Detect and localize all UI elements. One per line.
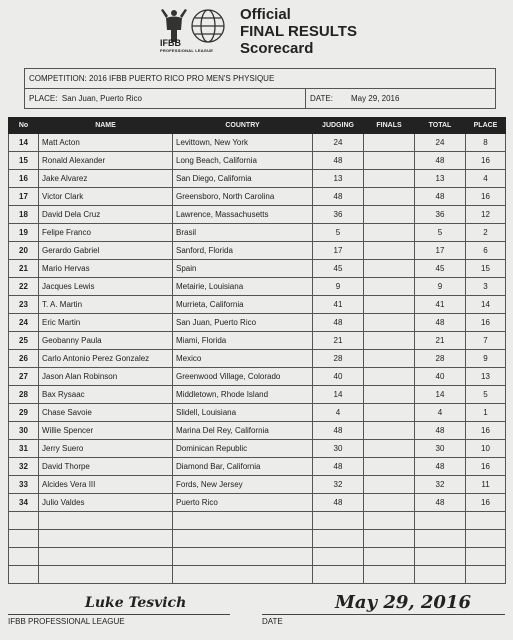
cell-country: Brasil: [173, 224, 313, 242]
cell-judging: 14: [313, 386, 364, 404]
cell-judging: 48: [313, 458, 364, 476]
cell-country: Dominican Republic: [173, 440, 313, 458]
page-title: [240, 6, 357, 57]
table-row: [9, 476, 506, 494]
cell-name: Jacques Lewis: [39, 278, 173, 296]
cell-name: Willie Spencer: [39, 422, 173, 440]
cell-finals: [364, 134, 415, 152]
cell-name: Alcides Vera III: [39, 476, 173, 494]
cell-no: 26: [9, 350, 39, 368]
competition-row: [25, 69, 495, 88]
cell-judging: 9: [313, 278, 364, 296]
cell-country: Marina Del Rey, California: [173, 422, 313, 440]
cell-country: San Juan, Puerto Rico: [173, 314, 313, 332]
cell-no: 30: [9, 422, 39, 440]
cell-no: 29: [9, 404, 39, 422]
cell-name: Chase Savoie: [39, 404, 173, 422]
cell-finals: [364, 350, 415, 368]
cell-judging: 41: [313, 296, 364, 314]
cell-no: 23: [9, 296, 39, 314]
table-row: [9, 422, 506, 440]
cell-total: 17: [415, 242, 466, 260]
cell-country: Puerto Rico: [173, 494, 313, 512]
cell-total: [415, 512, 466, 530]
cell-no: 15: [9, 152, 39, 170]
date-value: May 29, 2016: [350, 94, 400, 103]
cell-name: Matt Acton: [39, 134, 173, 152]
cell-country: Murrieta, California: [173, 296, 313, 314]
cell-country: Levittown, New York: [173, 134, 313, 152]
col-header-total: TOTAL: [415, 118, 466, 134]
cell-finals: [364, 458, 415, 476]
cell-name: Carlo Antonio Perez Gonzalez: [39, 350, 173, 368]
cell-finals: [364, 386, 415, 404]
logo-wordmark: [160, 38, 213, 53]
cell-finals: [364, 422, 415, 440]
cell-total: [415, 566, 466, 584]
place-cell: [29, 94, 305, 103]
cell-place: 6: [466, 242, 506, 260]
cell-total: 24: [415, 134, 466, 152]
cell-no: 25: [9, 332, 39, 350]
table-row: [9, 350, 506, 368]
cell-judging: 36: [313, 206, 364, 224]
title-line-3: Scorecard: [240, 40, 314, 57]
cell-place: 12: [466, 206, 506, 224]
cell-place: [466, 566, 506, 584]
table-row: [9, 296, 506, 314]
cell-no: 27: [9, 368, 39, 386]
title-line-1: Official: [240, 6, 291, 23]
cell-total: 21: [415, 332, 466, 350]
cell-finals: [364, 260, 415, 278]
cell-name: David Thorpe: [39, 458, 173, 476]
cell-total: 48: [415, 458, 466, 476]
cell-total: 41: [415, 296, 466, 314]
cell-place: 16: [466, 494, 506, 512]
cell-no: 34: [9, 494, 39, 512]
cell-place: 16: [466, 188, 506, 206]
cell-country: Metairie, Louisiana: [173, 278, 313, 296]
table-row: [9, 512, 506, 530]
cell-country: Middletown, Rhode Island: [173, 386, 313, 404]
cell-no: [9, 548, 39, 566]
table-row: [9, 368, 506, 386]
table-row: [9, 242, 506, 260]
cell-place: 15: [466, 260, 506, 278]
cell-country: Miami, Florida: [173, 332, 313, 350]
cell-country: Sanford, Florida: [173, 242, 313, 260]
cell-no: 16: [9, 170, 39, 188]
competition-value: 2016 IFBB PUERTO RICO PRO MEN'S PHYSIQUE: [89, 74, 275, 83]
cell-finals: [364, 548, 415, 566]
table-row: [9, 404, 506, 422]
place-date-row: [25, 88, 495, 108]
league-label: IFBB PROFESSIONAL LEAGUE: [8, 617, 125, 626]
cell-country: Slidell, Louisiana: [173, 404, 313, 422]
cell-total: 48: [415, 314, 466, 332]
cell-finals: [364, 566, 415, 584]
cell-no: [9, 530, 39, 548]
col-header-place: PLACE: [466, 118, 506, 134]
cell-name: [39, 566, 173, 584]
cell-place: 16: [466, 152, 506, 170]
cell-finals: [364, 512, 415, 530]
table-row: [9, 134, 506, 152]
cell-judging: 45: [313, 260, 364, 278]
cell-country: Greenwood Village, Colorado: [173, 368, 313, 386]
cell-country: Diamond Bar, California: [173, 458, 313, 476]
cell-place: 5: [466, 386, 506, 404]
table-row: [9, 548, 506, 566]
cell-finals: [364, 206, 415, 224]
cell-total: 30: [415, 440, 466, 458]
cell-no: 28: [9, 386, 39, 404]
cell-judging: 32: [313, 476, 364, 494]
cell-country: [173, 566, 313, 584]
cell-country: [173, 512, 313, 530]
cell-place: 3: [466, 278, 506, 296]
cell-name: Victor Clark: [39, 188, 173, 206]
cell-total: 48: [415, 188, 466, 206]
cell-place: 8: [466, 134, 506, 152]
cell-name: Mario Hervas: [39, 260, 173, 278]
cell-judging: 40: [313, 368, 364, 386]
handwritten-date: May 29, 2016: [335, 592, 471, 613]
cell-total: [415, 530, 466, 548]
cell-finals: [364, 224, 415, 242]
cell-total: 48: [415, 422, 466, 440]
cell-name: Ronald Alexander: [39, 152, 173, 170]
cell-finals: [364, 170, 415, 188]
cell-total: 14: [415, 386, 466, 404]
cell-finals: [364, 368, 415, 386]
cell-country: Lawrence, Massachusetts: [173, 206, 313, 224]
cell-total: 45: [415, 260, 466, 278]
competition-info: [24, 68, 496, 109]
cell-finals: [364, 530, 415, 548]
date-line: [262, 614, 505, 615]
cell-place: 16: [466, 422, 506, 440]
cell-judging: 30: [313, 440, 364, 458]
cell-judging: 21: [313, 332, 364, 350]
cell-finals: [364, 242, 415, 260]
cell-judging: 24: [313, 134, 364, 152]
cell-judging: 48: [313, 188, 364, 206]
cell-place: 11: [466, 476, 506, 494]
signature-line: [8, 614, 230, 615]
cell-judging: [313, 566, 364, 584]
table-row: [9, 566, 506, 584]
table-row: [9, 152, 506, 170]
cell-judging: [313, 530, 364, 548]
table-row: [9, 458, 506, 476]
table-row: [9, 386, 506, 404]
cell-place: 9: [466, 350, 506, 368]
cell-place: [466, 530, 506, 548]
cell-finals: [364, 332, 415, 350]
cell-total: 48: [415, 152, 466, 170]
cell-finals: [364, 476, 415, 494]
cell-place: 10: [466, 440, 506, 458]
cell-total: 40: [415, 368, 466, 386]
table-row: [9, 530, 506, 548]
col-header-judging: JUDGING: [313, 118, 364, 134]
cell-total: 28: [415, 350, 466, 368]
cell-no: 19: [9, 224, 39, 242]
cell-total: 5: [415, 224, 466, 242]
cell-total: 9: [415, 278, 466, 296]
cell-no: 31: [9, 440, 39, 458]
cell-no: 33: [9, 476, 39, 494]
cell-finals: [364, 404, 415, 422]
cell-finals: [364, 278, 415, 296]
cell-no: [9, 512, 39, 530]
cell-no: 18: [9, 206, 39, 224]
results-table: [8, 117, 506, 584]
cell-place: 4: [466, 170, 506, 188]
cell-place: 13: [466, 368, 506, 386]
table-row: [9, 440, 506, 458]
cell-no: 32: [9, 458, 39, 476]
date-label: DATE:: [310, 94, 333, 103]
table-row: [9, 332, 506, 350]
place-value: San Juan, Puerto Rico: [61, 94, 142, 103]
cell-total: 48: [415, 494, 466, 512]
cell-name: Eric Martin: [39, 314, 173, 332]
cell-judging: 4: [313, 404, 364, 422]
cell-finals: [364, 494, 415, 512]
cell-country: [173, 548, 313, 566]
cell-no: 20: [9, 242, 39, 260]
cell-name: [39, 530, 173, 548]
logo-text: IFBB: [160, 38, 181, 48]
cell-place: 2: [466, 224, 506, 242]
cell-country: San Diego, California: [173, 170, 313, 188]
cell-name: Jason Alan Robinson: [39, 368, 173, 386]
cell-judging: [313, 548, 364, 566]
table-row: [9, 278, 506, 296]
cell-place: [466, 548, 506, 566]
col-header-finals: FINALS: [364, 118, 415, 134]
cell-place: 16: [466, 314, 506, 332]
cell-judging: 17: [313, 242, 364, 260]
cell-country: Mexico: [173, 350, 313, 368]
cell-total: 36: [415, 206, 466, 224]
cell-finals: [364, 188, 415, 206]
cell-no: 22: [9, 278, 39, 296]
col-header-name: NAME: [39, 118, 173, 134]
cell-place: [466, 512, 506, 530]
cell-name: Gerardo Gabriel: [39, 242, 173, 260]
cell-name: Jake Alvarez: [39, 170, 173, 188]
cell-total: 32: [415, 476, 466, 494]
title-line-2: FINAL RESULTS: [240, 23, 357, 40]
cell-finals: [364, 296, 415, 314]
cell-finals: [364, 440, 415, 458]
cell-no: 24: [9, 314, 39, 332]
cell-total: 13: [415, 170, 466, 188]
table-row: [9, 224, 506, 242]
logo-subtext: PROFESSIONAL LEAGUE: [160, 48, 214, 53]
cell-country: Spain: [173, 260, 313, 278]
cell-name: Bax Rysaac: [39, 386, 173, 404]
cell-name: [39, 548, 173, 566]
cell-no: 17: [9, 188, 39, 206]
table-row: [9, 260, 506, 278]
cell-country: Long Beach, California: [173, 152, 313, 170]
judge-signature: Luke Tesvich: [85, 595, 187, 611]
cell-place: 1: [466, 404, 506, 422]
table-row: [9, 494, 506, 512]
table-row: [9, 188, 506, 206]
cell-place: 14: [466, 296, 506, 314]
col-header-country: COUNTRY: [173, 118, 313, 134]
cell-total: 4: [415, 404, 466, 422]
cell-judging: 28: [313, 350, 364, 368]
cell-place: 16: [466, 458, 506, 476]
cell-country: Fords, New Jersey: [173, 476, 313, 494]
cell-finals: [364, 152, 415, 170]
cell-judging: [313, 512, 364, 530]
cell-judging: 13: [313, 170, 364, 188]
cell-place: 7: [466, 332, 506, 350]
cell-judging: 48: [313, 494, 364, 512]
cell-no: [9, 566, 39, 584]
cell-name: Geobanny Paula: [39, 332, 173, 350]
col-header-no: No: [9, 118, 39, 134]
table-row: [9, 314, 506, 332]
cell-name: David Dela Cruz: [39, 206, 173, 224]
date-cell: [305, 89, 495, 108]
cell-judging: 48: [313, 152, 364, 170]
table-body: [9, 134, 506, 584]
cell-judging: 5: [313, 224, 364, 242]
table-row: [9, 170, 506, 188]
competition-label: COMPETITION:: [29, 74, 87, 83]
footer-date-label: DATE: [262, 617, 283, 626]
cell-no: 14: [9, 134, 39, 152]
cell-judging: 48: [313, 314, 364, 332]
cell-total: [415, 548, 466, 566]
cell-name: [39, 512, 173, 530]
cell-country: [173, 530, 313, 548]
cell-name: Jerry Suero: [39, 440, 173, 458]
cell-judging: 48: [313, 422, 364, 440]
cell-no: 21: [9, 260, 39, 278]
table-header: [9, 118, 506, 134]
cell-name: Felipe Franco: [39, 224, 173, 242]
cell-name: Julio Valdes: [39, 494, 173, 512]
cell-name: T. A. Martin: [39, 296, 173, 314]
place-label: PLACE:: [29, 94, 58, 103]
cell-finals: [364, 314, 415, 332]
cell-country: Greensboro, North Carolina: [173, 188, 313, 206]
table-row: [9, 206, 506, 224]
